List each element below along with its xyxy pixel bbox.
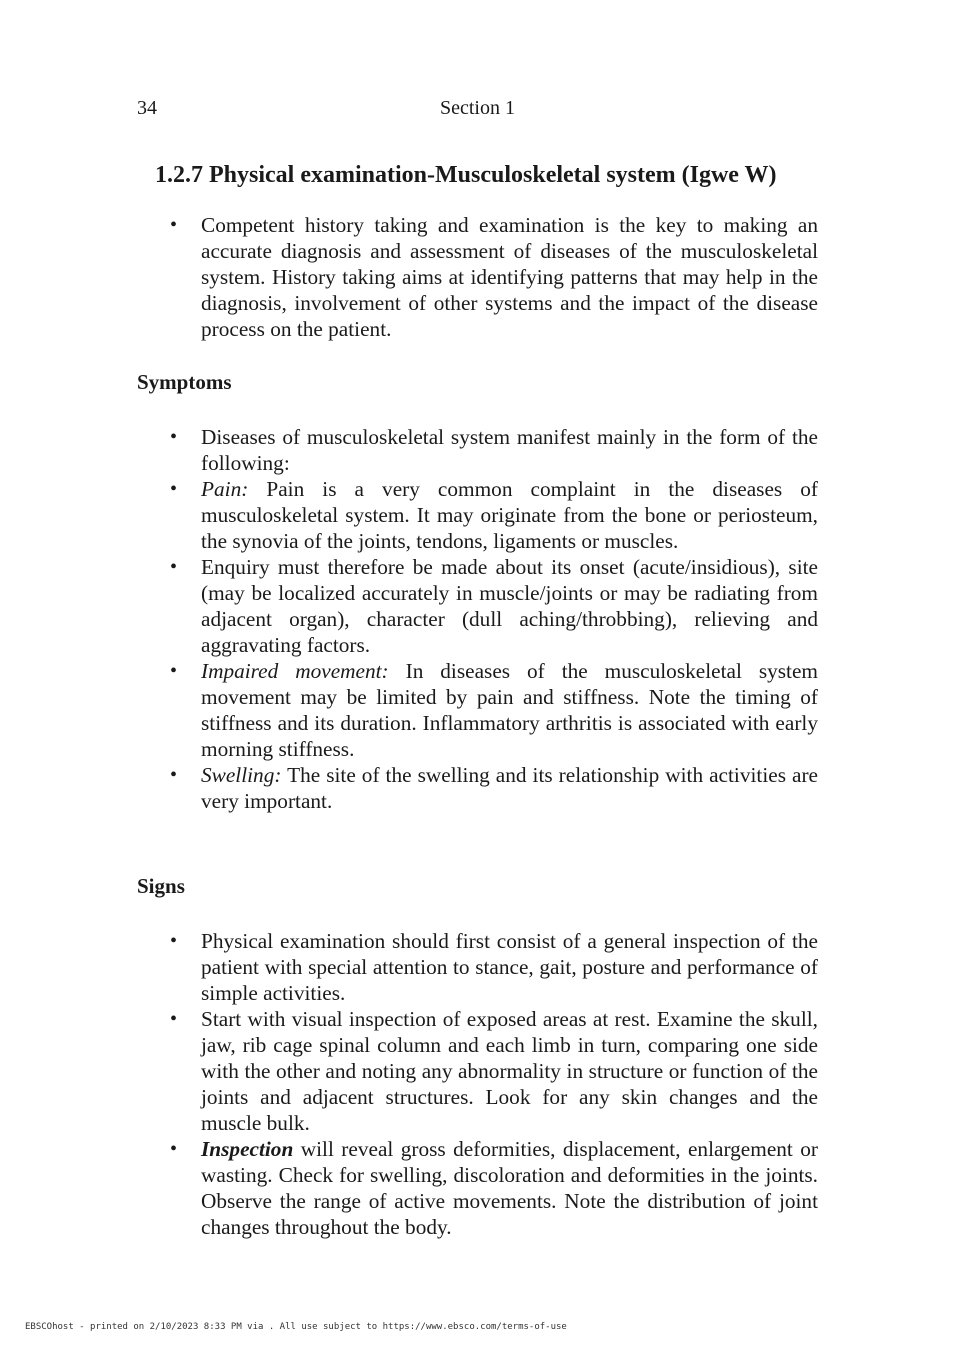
item-lead: Impaired movement: [201,659,389,683]
symptoms-list [201,424,818,814]
item-text: Enquiry must therefore be made about its onset (acute/insidious), site (may be localized accurately in muscle/joints or may be radiating from adjacent organ), character (dull aching/throbbing), relieving and aggravating factors. [201,555,818,657]
item-text: Pain is a very common complaint in the diseases of musculoskeletal system. It may originate from the bone or periosteum, the synovia of the joints, tendons, ligaments or muscles. [201,477,818,553]
list-item [201,658,818,762]
symptoms-heading: Symptoms [137,370,232,394]
item-text: Competent history taking and examination is the key to making an accurate diagnosis and assessment of diseases of the musculoskeletal system. History taking aims at identifying patterns that may help in the diagnosis, involvement of other systems and the impact of the disease process on the patient. [201,213,818,341]
running-head: Section 1 [440,97,515,119]
list-item [201,212,818,342]
list-item [201,424,818,476]
list-item [201,1006,818,1136]
page-number: 34 [137,97,157,119]
item-text: Diseases of musculoskeletal system manifest mainly in the form of the following: [201,425,818,475]
list-item [201,1136,818,1240]
item-text: In diseases of the musculoskeletal system movement may be limited by pain and stiffness. Note the timing of stiffness and its duration. Inflammatory arthritis is associated with early morning stiffness. [201,659,818,761]
item-text: will reveal gross deformities, displacement, enlargement or wasting. Check for swelling, discoloration and deformities in the joints. Observe the range of active movements. Note the distribution of joint changes throughout the body. [201,1137,818,1239]
signs-heading: Signs [137,874,185,898]
item-lead: Inspection [201,1137,294,1161]
list-item [201,928,818,1006]
list-item [201,476,818,554]
section-title: 1.2.7 Physical examination-Musculoskeletal system (Igwe W) [155,162,777,188]
signs-list [201,928,818,1240]
list-item [201,554,818,658]
intro-list [201,212,818,342]
item-lead: Pain: [201,477,249,501]
item-text: The site of the swelling and its relationship with activities are very important. [201,763,818,813]
item-text: Physical examination should first consist of a general inspection of the patient with special attention to stance, gait, posture and performance of simple activities. [201,929,818,1005]
footer-notice: EBSCOhost - printed on 2/10/2023 8:33 PM via . All use subject to https://www.ebsco.com/terms-of-use [25,1322,567,1332]
item-lead: Swelling: [201,763,282,787]
item-text: Start with visual inspection of exposed areas at rest. Examine the skull, jaw, rib cage spinal column and each limb in turn, comparing one side with the other and noting any abnormality in structure or function of the joints and adjacent structures. Look for any skin changes and the muscle bulk. [201,1007,818,1135]
list-item [201,762,818,814]
